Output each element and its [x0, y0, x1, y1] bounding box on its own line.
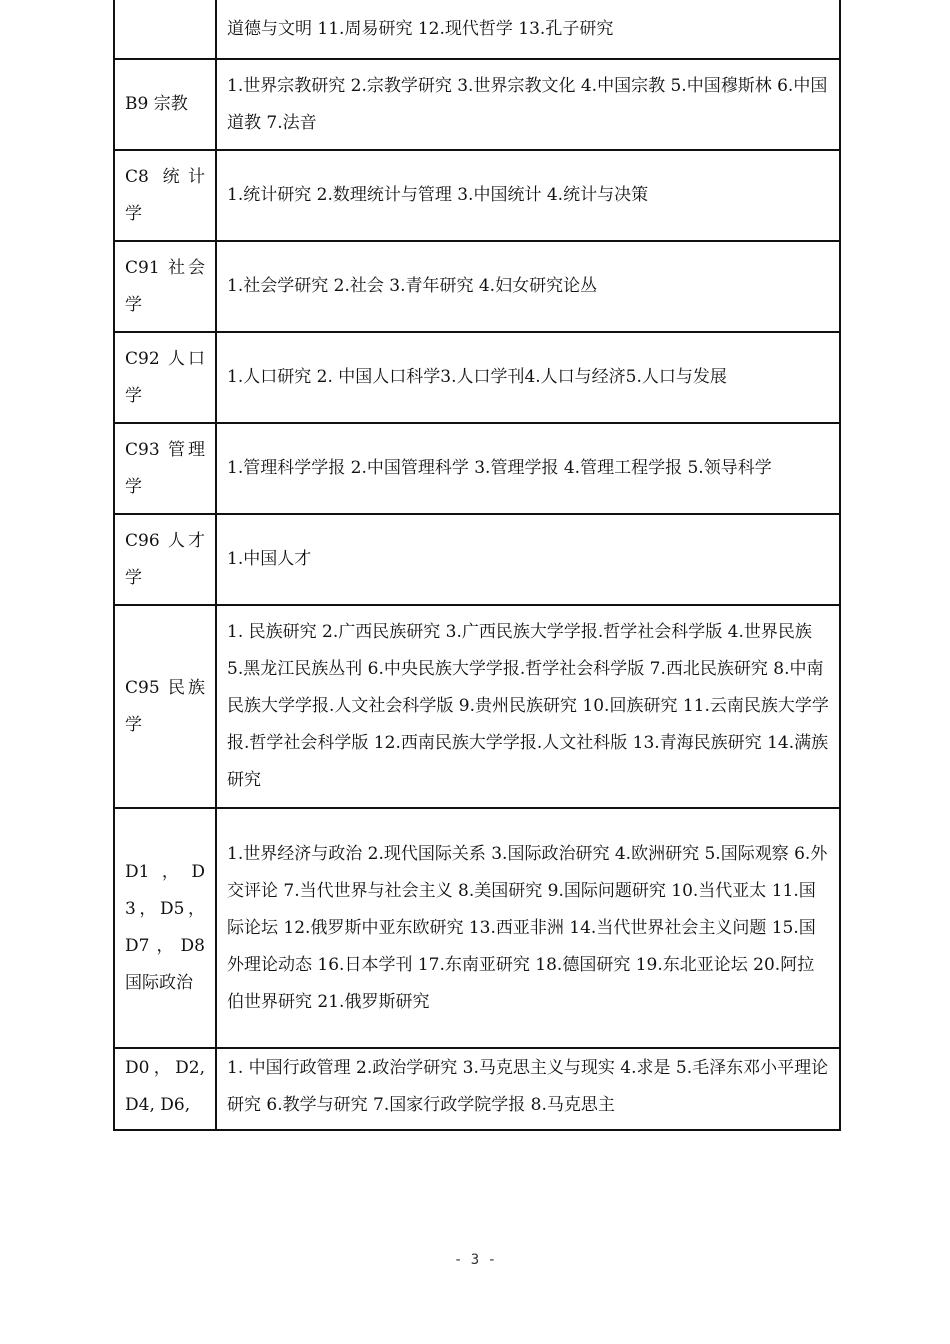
- journals-cell: 1.世界经济与政治 2.现代国际关系 3.国际政治研究 4.欧洲研究 5.国际观察 6.外交评论 7.当代世界与社会主义 8.美国研究 9.国际问题研究 10.当代亚太 11.国际论坛 12.俄罗斯中亚东欧研究 13.西亚非洲 14.当代世界社会主义问题 15.国外理论动态 16.日本学刊 17.东南亚研究 18.德国研究 19.东北亚论坛 20.阿拉伯世界研究 21.俄罗斯研究: [216, 808, 840, 1048]
- category-cell: C92 人口学: [114, 332, 216, 423]
- table-row: [114, 332, 840, 423]
- category-cell: B9 宗教: [114, 59, 216, 150]
- journals-cell: 1. 民族研究 2.广西民族研究 3.广西民族大学学报.哲学社会科学版 4.世界民族 5.黑龙江民族丛刊 6.中央民族大学学报.哲学社会科学版 7.西北民族研究 8.中南民族大学学报.人文社会科学版 9.贵州民族研究 10.回族研究 11.云南民族大学学报.哲学社会科学版 12.西南民族大学学报.人文社科版 13.青海民族研究 14.满族研究: [216, 605, 840, 808]
- table-row: [114, 514, 840, 605]
- journals-cell: 1.世界宗教研究 2.宗教学研究 3.世界宗教文化 4.中国宗教 5.中国穆斯林 6.中国道教 7.法音: [216, 59, 840, 150]
- table-row: [114, 423, 840, 514]
- category-cell: D0，D2, D4, D6,: [114, 1048, 216, 1130]
- journals-cell: 1.管理科学学报 2.中国管理科学 3.管理学报 4.管理工程学报 5.领导科学: [216, 423, 840, 514]
- category-cell: C91 社会学: [114, 241, 216, 332]
- journals-cell: 道德与文明 11.周易研究 12.现代哲学 13.孔子研究: [216, 0, 840, 59]
- page-number: - 3 -: [453, 1252, 497, 1268]
- category-cell: C93 管理学: [114, 423, 216, 514]
- journals-cell: 1.社会学研究 2.社会 3.青年研究 4.妇女研究论丛: [216, 241, 840, 332]
- journals-cell: 1.人口研究 2. 中国人口科学3.人口学刊4.人口与经济5.人口与发展: [216, 332, 840, 423]
- journal-table: [113, 0, 841, 1131]
- table-row: [114, 0, 840, 59]
- category-cell: [114, 0, 216, 59]
- category-cell: C95 民族学: [114, 605, 216, 808]
- table-row: [114, 59, 840, 150]
- journals-cell: 1.中国人才: [216, 514, 840, 605]
- category-cell: C96 人才学: [114, 514, 216, 605]
- category-cell: D1，D3，D5，D7，D8 国际政治: [114, 808, 216, 1048]
- table-row: [114, 150, 840, 241]
- table-row: [114, 605, 840, 808]
- table-row: [114, 808, 840, 1048]
- category-cell: C8 统计学: [114, 150, 216, 241]
- journals-cell: 1. 中国行政管理 2.政治学研究 3.马克思主义与现实 4.求是 5.毛泽东邓小平理论研究 6.教学与研究 7.国家行政学院学报 8.马克思主: [216, 1048, 840, 1130]
- journals-cell: 1.统计研究 2.数理统计与管理 3.中国统计 4.统计与决策: [216, 150, 840, 241]
- table-row: [114, 241, 840, 332]
- table-row: [114, 1048, 840, 1130]
